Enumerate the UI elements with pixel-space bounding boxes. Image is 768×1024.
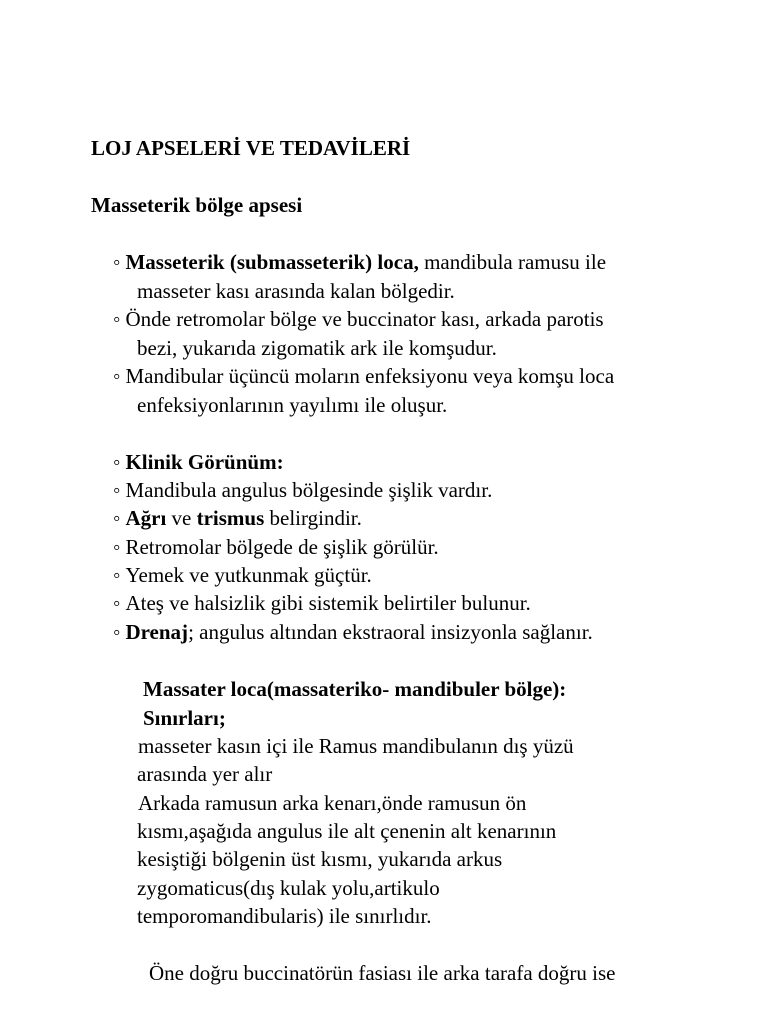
list-item: ◦ Mandibular üçüncü moların enfeksiyonu veya komşu loca (113, 364, 615, 388)
bullet-icon: ◦ (113, 250, 121, 274)
list-item: ◦ Masseterik (submasseterik) loca, mandibula ramusu ile (113, 250, 607, 274)
list-item: ◦ Ağrı ve trismus belirgindir. (113, 506, 362, 530)
bullet-icon: ◦ (113, 620, 121, 644)
list-item: ◦ Mandibula angulus bölgesinde şişlik vardır. (113, 478, 493, 502)
list-item: ◦ Ateş ve halsizlik gibi sistemik belirtiler bulunur. (113, 591, 531, 615)
list-item-continuation: bezi, yukarıda zigomatik ark ile komşudur. (137, 336, 497, 360)
bullet-icon: ◦ (113, 364, 121, 388)
bullet-icon: ◦ (113, 478, 121, 502)
paragraph-line: kesiştiği bölgenin üst kısmı, yukarıda arkus (137, 847, 503, 871)
bullet-icon: ◦ (113, 591, 121, 615)
list-item: ◦ Önde retromolar bölge ve buccinator kası, arkada parotis (113, 307, 604, 331)
bullet-icon: ◦ (113, 506, 121, 530)
bullet-icon: ◦ (113, 450, 121, 474)
list-item: ◦ Yemek ve yutkunmak güçtür. (113, 563, 372, 587)
paragraph-line: masseter kasın içi ile Ramus mandibulanın dış yüzü (138, 734, 574, 758)
list-item-continuation: enfeksiyonlarının yayılımı ile oluşur. (137, 393, 448, 417)
paragraph-line: Arkada ramusun arka kenarı,önde ramusun ön (138, 791, 527, 815)
section-heading: Massater loca(massateriko- mandibuler bölge): (143, 677, 567, 701)
list-item: ◦ Retromolar bölgede de şişlik görülür. (113, 535, 439, 559)
document-title: LOJ APSELERİ VE TEDAVİLERİ (91, 136, 411, 160)
paragraph-line: zygomaticus(dış kulak yolu,artikulo (137, 876, 440, 900)
list-item: ◦ Drenaj; angulus altından ekstraoral insizyonla sağlanır. (113, 620, 593, 644)
list-item-continuation: masseter kası arasında kalan bölgedir. (137, 279, 455, 303)
paragraph-line: Öne doğru buccinatörün fasiası ile arka tarafa doğru ise (149, 961, 616, 985)
list-item-heading: ◦ Klinik Görünüm: (113, 450, 284, 474)
paragraph-line: kısmı,aşağıda angulus ile alt çenenin alt kenarının (137, 819, 557, 843)
bullet-icon: ◦ (113, 307, 121, 331)
section-subheading: Sınırları; (143, 706, 226, 730)
paragraph-line: temporomandibularis) ile sınırlıdır. (137, 904, 432, 928)
bullet-icon: ◦ (113, 535, 121, 559)
bullet-icon: ◦ (113, 563, 121, 587)
section-heading: Masseterik bölge apsesi (91, 193, 303, 217)
paragraph-line: arasında yer alır (137, 762, 273, 786)
